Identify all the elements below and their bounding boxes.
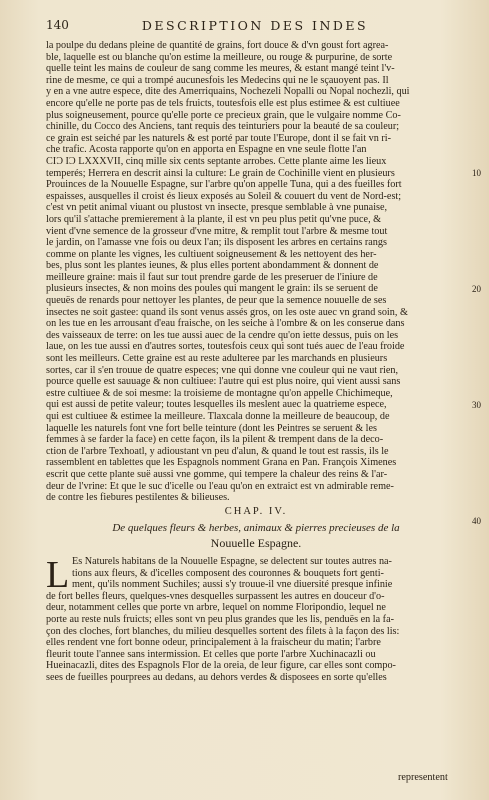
text-line: de contre les fiebures pestilentes & bilieuses. [46,492,230,504]
text-line: espaisses, ausquelles il croist és lieux exposés au Soleil & couuert du vent de Nord-est; [46,190,402,202]
text-line: escrit que cette plante suë aussi vne gomme, qui tempere la chaleur des reins & l'ar- [46,468,388,480]
text-line [46,579,466,591]
text-line: plusieurs insectes, & non moins des poules qui mangent le grain: ils se seruent de [46,283,378,295]
text-line: rassemblent en tablettes que les Espagnols nomment Grana en Pan. François Ximenes [46,457,397,469]
text-line: rine de mesme, ce qui a trompé aucunesfois les Medecins qui ne le sçauoyent pas. Il [46,74,389,86]
text-line: ction de l'arbre Texhoatl, y adioustant vn peu d'alun, & quand le tout est rassis, ils le [46,445,389,457]
chapter-subtitle-end: Nouuelle Espagne. [210,536,302,550]
text-line: femmes à se farder la face) en cette façon, ils la pilent & trempent dans de la deco- [46,434,384,446]
text-line: pource quelle est sauuage & non cultiuee: l'autre qui est plus noire, qui vient aussi sans [46,376,401,388]
text-line [46,614,466,626]
text-line: laue, on les tue aussi en d'autres sortes, toutesfois ceux qui sont tués auec de l'eau froide [46,341,405,353]
text-line [46,672,466,684]
text-line-content: porte au reste nuls fruicts; elles sont vn peu plus grandes que les lis, penduës en la fa- [46,613,394,625]
text-line: chinille, du Cocco des Anciens, tant requis des teinturiers pour la beauté de sa couleur; [46,121,400,133]
text-line: deur de l'vrine: Et que le suc d'icelle ou l'eau qu'on en extraict est vn admirable reme- [46,480,394,492]
margin-line-number: 40 [472,516,481,526]
text-line: c'est vn petit animal viuant ou plustost vn insecte, presque semblable à vne punaise, [46,202,388,214]
text-line [46,556,466,568]
text-line: on les tue en les arrousant d'eau fraische, on les seiche à l'ombre & on les conserue dans [46,318,405,330]
text-line: sont les meilleurs. Cette graine est au reste adulteree par les marchands en plusieurs [46,353,388,365]
text-line: estre cultiuee & de soi mesme: la troisieme de montagne qu'on appelle Chichimeque, [46,387,393,399]
text-line: meilleure graine: mais il faut sur tout prendre garde de les preseruer de l'iniure de [46,271,378,283]
text-line-content: Hueinacazli, dites des Espagnols Flor de la oreia, de leur figure, car elles sont compo- [46,660,396,672]
margin-line-number: 20 [472,284,481,294]
drop-cap: L [46,554,70,596]
margin-line-number: 10 [472,168,481,178]
text-line: sortes, car il s'en trouue de quatre especes; vne qui donne vne couleur qui ne vaut rien, [46,364,399,376]
text-line: encore qu'elle ne porte pas de tels fruicts, toutesfois elle est plus estimee & est cultiuee [46,97,400,109]
text-line-content: tions aux fleurs, & d'icelles composent des couronnes & bouquets fort genti- [72,567,384,579]
text-line: lors qu'il s'attache premierement à la plante, il est vn peu plus petit qu'vne puce, & [46,213,382,225]
text-line-content: Es Naturels habitans de la Nouuelle Espagne, se delectent sur toutes autres na- [72,556,392,567]
text-line-content: sees de fueilles pourprees au dedans, au dehors verdes & disposees en sorte qu'elles [46,671,387,683]
text-line: queuës de renards pour nettoyer les plantes, de peur que la semence nouuelle de ses [46,295,387,307]
text-line: la poulpe du dedans pleine de quantité de grains, fort douce & d'vn goust fort agrea- [46,40,389,51]
margin-line-number: 30 [472,400,481,410]
text-line: ble, laquelle est ou blanche qu'on estime la meilleure, ou rouge & purpurine, de sorte [46,51,393,63]
chapter-text-block [46,556,466,684]
text-line [46,602,466,614]
text-line [46,660,466,672]
text-line: che trafic. Acosta rapporte qu'on en apporta en Espagne en vne seule flotte l'an [46,144,367,156]
text-line-content: çon des cloches, fort blanches, du milieu desquelles sortent des filets à la façon des lis: [46,625,400,637]
text-line: CIƆ IƆ LXXXVII, cinq mille six cents septante arrobes. Cette plante aime les lieux [46,155,387,167]
text-line-content: ment, qu'ils nomment Suchiles; aussi s'y trouue-il vne diuersité presque infinie [72,579,393,591]
text-line: qui est aussi de petite valeur; toutes lesquelles ils meslent auec la quatrieme espece, [46,399,387,411]
chapter-heading: CHAP. IV. [224,506,288,517]
text-line-content: deur, notamment celles que porte vn arbre, lequel on nomme Floripondio, lequel ne [46,602,386,614]
text-line [46,637,466,649]
text-line: plus soigneusement, pource qu'elle porte ce precieux grain, que le vulgaire nomme Co- [46,109,401,121]
text-line: temperés; Herrera en descrit ainsi la culture: Le grain de Cochinille vient en plusieurs [46,167,395,179]
text-line [46,626,466,638]
running-header [46,18,464,34]
text-line: des vaisseaux de terre: on les tue aussi auec de la cendre qu'on iette dessus, puis on les [46,329,399,341]
text-line: quelle teint les mains de couleur de sang comme les meures, & estant mangé teint l'v- [46,63,395,75]
text-line: bes, plus sont les plantes ieunes, & plus elles portent abondamment & donnent de [46,260,379,272]
running-title: DESCRIPTION DES INDES [141,18,369,33]
text-line-content: fleurit toute l'annee sans intermission. Et celles que porte l'arbre Xuchinacazli ou [46,648,376,660]
catchword: representent [398,772,448,783]
chapter-subtitle: De quelques fleurs & herbes, animaux & pierres precieuses de la [112,522,400,534]
text-line-content: de fort belles fleurs, quelques-vnes desquelles surpassent les autres en douceur d'o- [46,590,385,602]
text-line [46,591,466,603]
text-line: qui est cultiuee & estimee la meilleure. Tlaxcala donne la meilleure de beaucoup, de [46,411,390,422]
text-line: vient d'vne semence de la grosseur d'vne mitre, & remplit tout l'arbre & mesme tout [46,225,388,237]
text-line: Prouinces de la Nouuelle Espagne, sur l'arbre qu'on appelle Tuna, qui a des fueilles fort [46,179,402,191]
text-line [46,649,466,661]
text-line: y en a vne autre espece, dite des Amerriquains, Nochezeli Nopalli ou Nopal nochezli, qui [46,86,410,98]
page-number: 140 [46,18,69,32]
text-line: comme on plante les vignes, les cultiuent soigneusement & les nettoyent des her- [46,248,377,260]
text-line: le jardin, on l'amasse vne fois ou deux l'an; ils disposent les arbres en certains rangs [46,237,387,249]
text-line [46,568,466,580]
text-line-content: elles rendent vne fort bonne odeur, principalement à la fraischeur du matin; l'arbre [46,637,381,649]
main-text-block [46,40,466,504]
text-line: ce grain est seiché par les naturels & est porté par toute l'Europe, dont il se fait vn ri- [46,132,391,144]
text-line: laquelle les naturels font vne fort belle teinture (dont les Peintres se seruent & les [46,422,377,434]
text-line: insectes ne soit gastee: quand ils sont venus assés gros, on les oste auec vn grand soin, & [46,306,408,318]
